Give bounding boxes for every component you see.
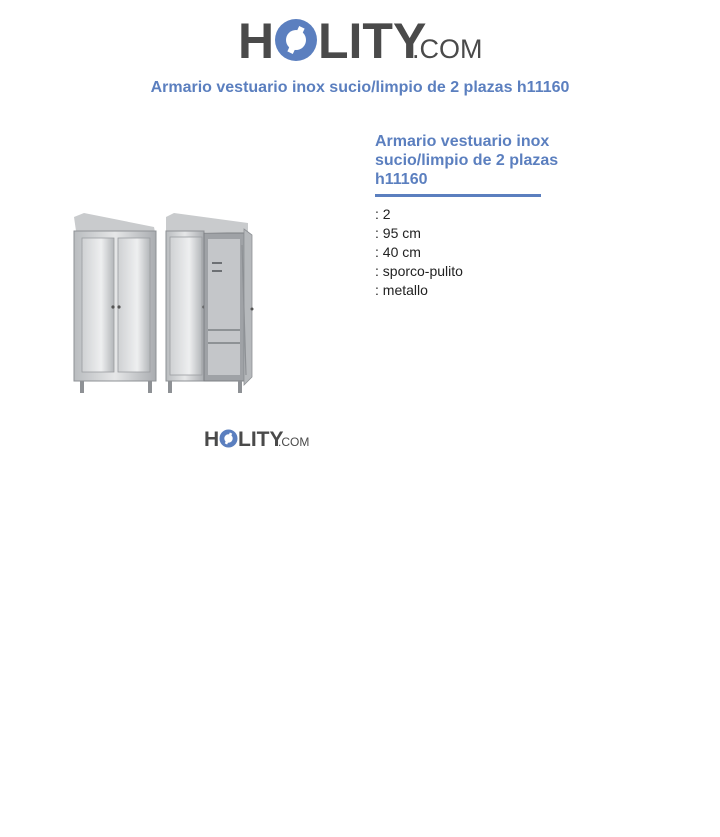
small-logo-o-icon: [220, 430, 238, 448]
spec-item: : sporco-pulito: [375, 263, 463, 279]
spec-item: : 95 cm: [375, 225, 421, 241]
page-title: Armario vestuario inox sucio/limpio de 2 plazas h11160: [150, 79, 570, 96]
title-underline: [375, 194, 541, 197]
product-image: [62, 205, 262, 400]
holity-logo-mark: [238, 8, 483, 68]
logo-letter-h: H: [237, 13, 274, 68]
product-title: Armario vestuario inox sucio/limpio de 2 plazas h11160: [375, 133, 559, 188]
spec-item: : 40 cm: [375, 244, 421, 260]
small-logo-suffix: .COM: [278, 435, 310, 449]
logo-word-lity: LITY: [317, 13, 426, 68]
image-watermark-logo: [204, 425, 314, 456]
holity-logo: [0, 8, 720, 72]
stainless-steel-locker-icon: [62, 205, 262, 400]
logo-suffix: .COM: [411, 34, 482, 64]
spec-item: : 2: [375, 206, 391, 222]
small-logo-word-lity: LITY: [238, 428, 284, 451]
spec-item: : metallo: [375, 282, 428, 298]
small-logo-letter-h: H: [204, 428, 220, 451]
logo-o-icon: [275, 19, 317, 61]
spec-list: [375, 205, 463, 300]
holity-small-logo-mark: [204, 425, 314, 451]
